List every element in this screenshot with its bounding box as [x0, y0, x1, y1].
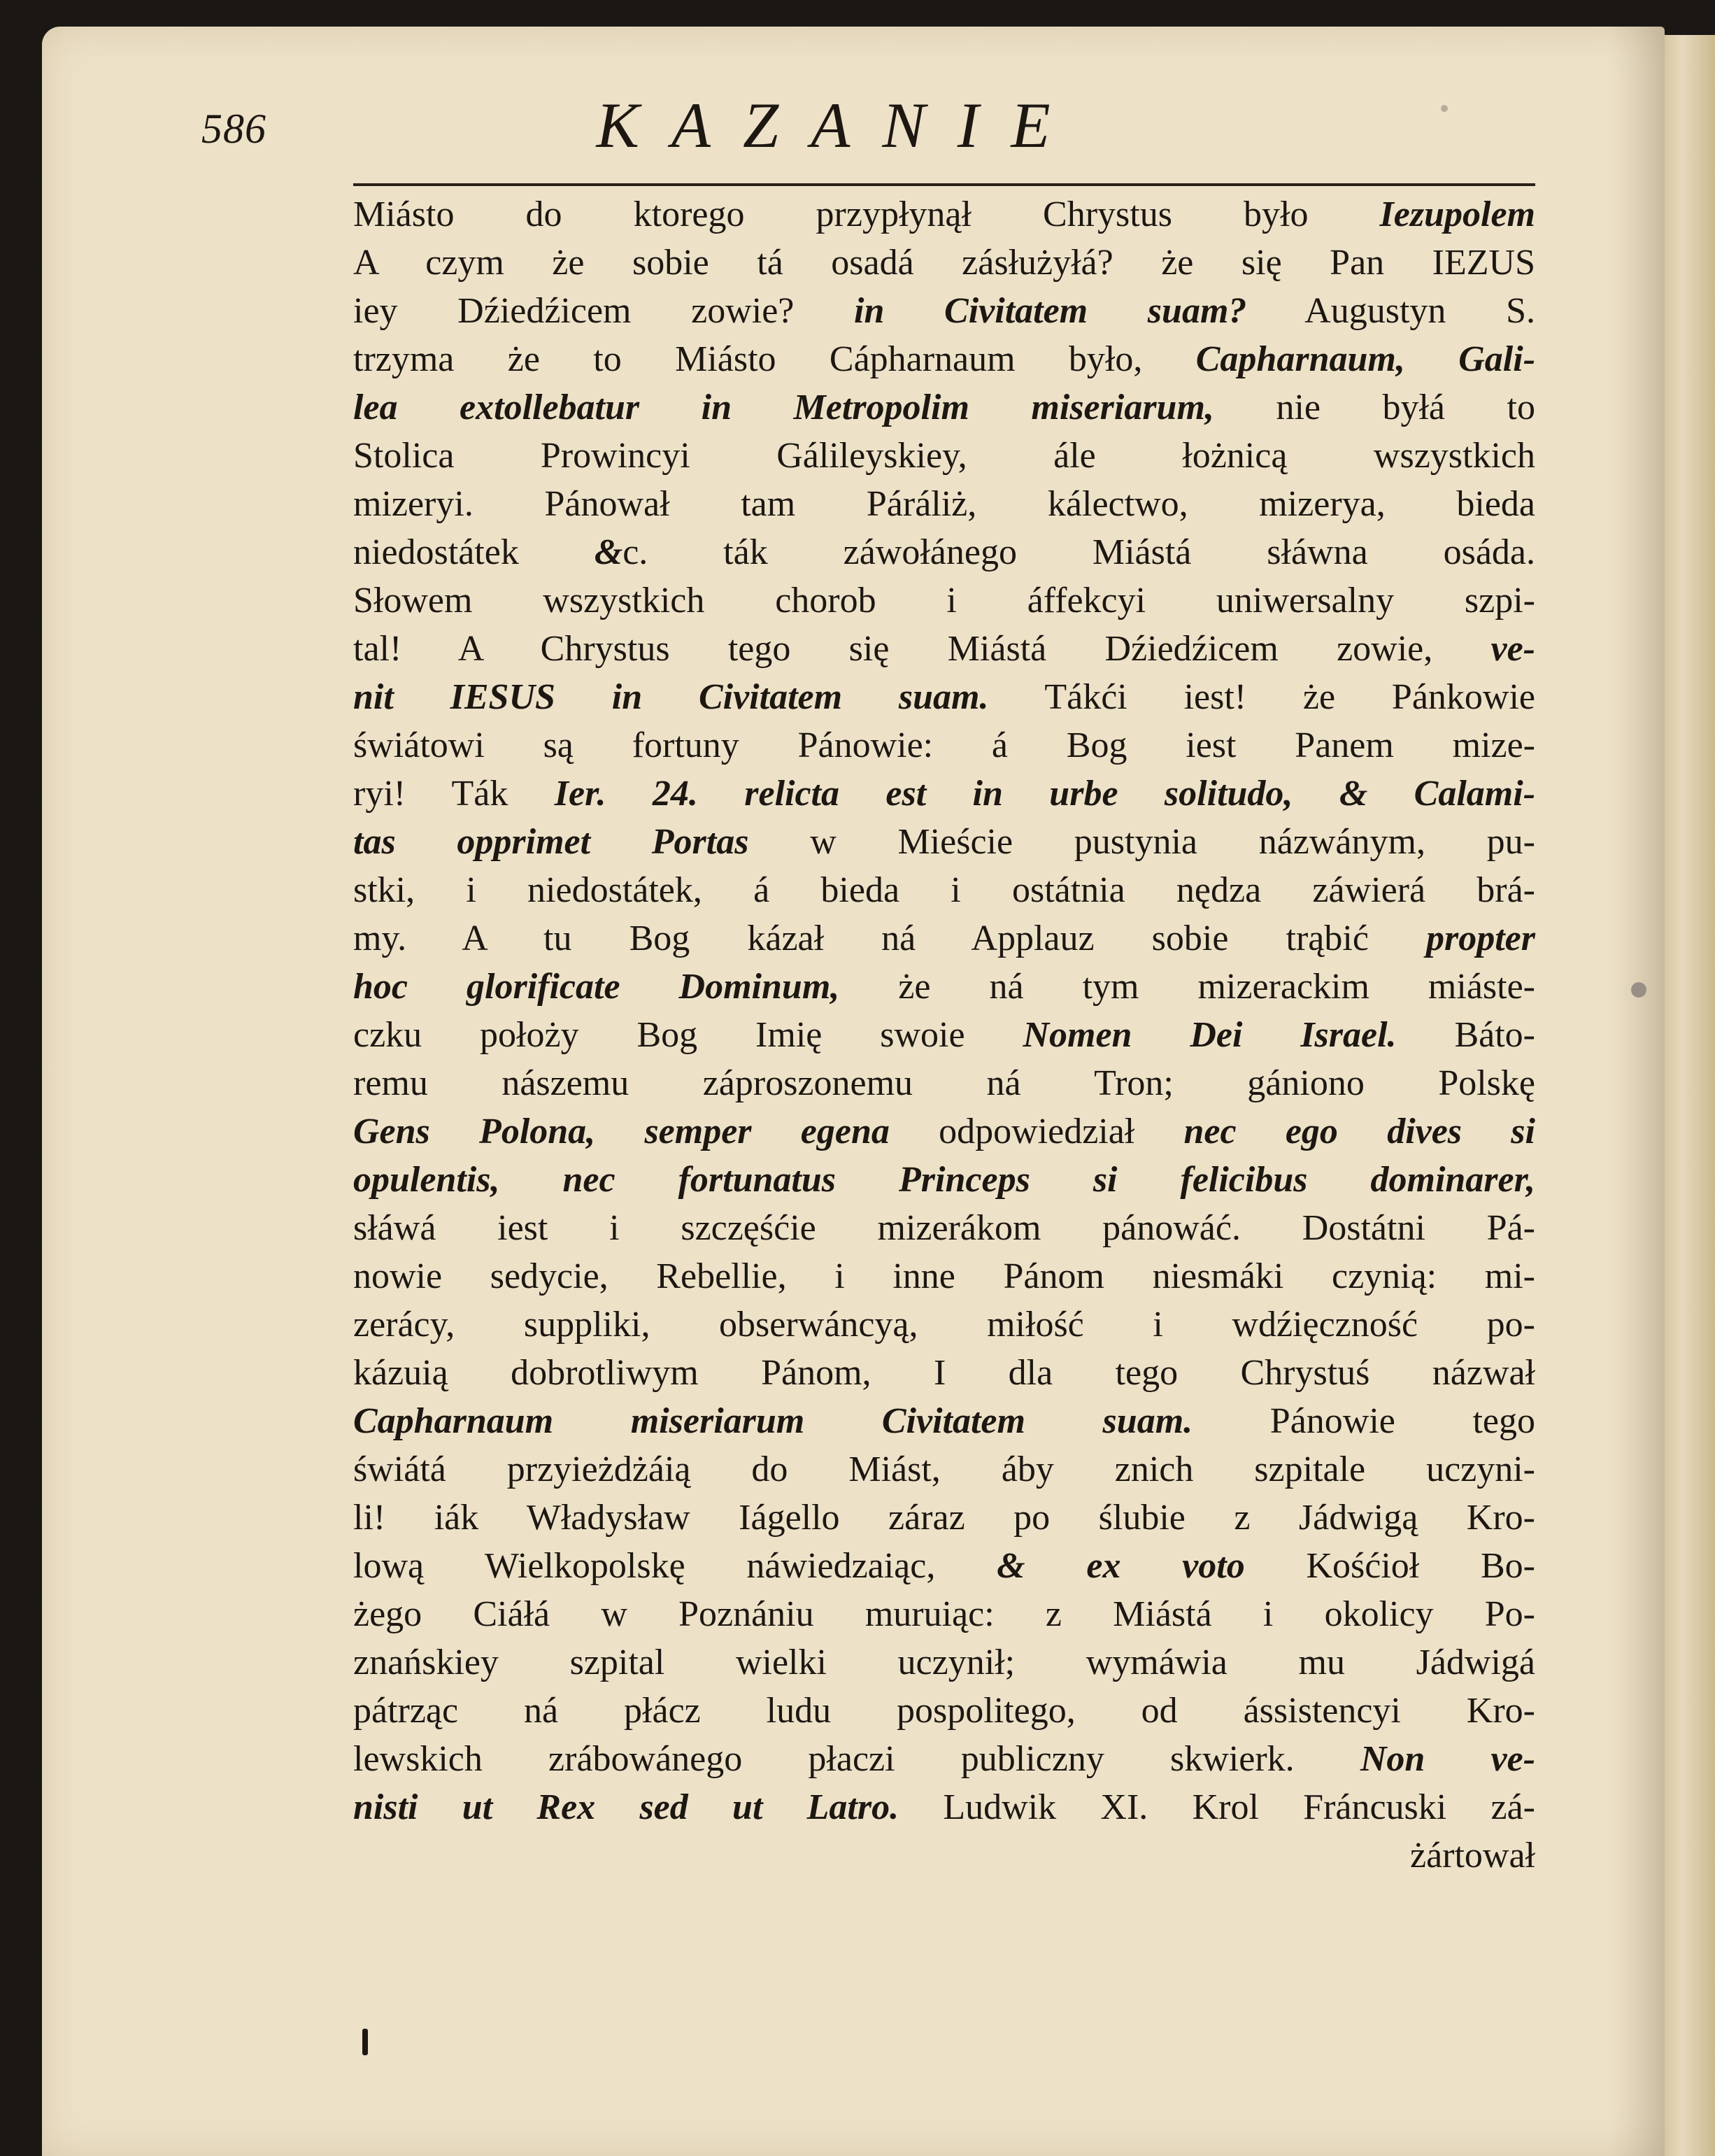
ink-speck — [1441, 105, 1448, 112]
text-line — [353, 383, 1535, 432]
text-segment: świátá przyieżdżáią do Miást, áby znich szpitale uczyni- — [353, 1449, 1535, 1489]
italic-text: nisti ut Rex sed ut Latro. — [353, 1787, 899, 1827]
text-segment: Stolica Prowincyi Gálileyskiey, ále łożnicą wszystkich — [353, 436, 1535, 476]
italic-text: tas opprimet Portas — [353, 822, 749, 862]
text-segment: pátrząc ná płácz ludu pospolitego, od ássistencyi Kro- — [353, 1691, 1535, 1731]
text-segment: lową Wielkopolskę náwiedzaiąc, — [353, 1546, 997, 1586]
text-line — [353, 432, 1535, 480]
text-line — [353, 866, 1535, 914]
text-line — [353, 1252, 1535, 1300]
italic-text: nec ego dives si — [1183, 1112, 1535, 1151]
text-segment: żártował — [1409, 1836, 1535, 1875]
text-line — [353, 1349, 1535, 1397]
italic-text: propter — [1426, 919, 1535, 958]
body-text — [353, 190, 1535, 1880]
text-segment: żego Ciáłá w Poznániu muruiąc: z Miástá i okolicy Po- — [353, 1594, 1535, 1634]
text-line — [353, 673, 1535, 721]
text-line — [353, 190, 1535, 239]
text-line — [353, 625, 1535, 673]
text-segment: Miásto do ktorego przypłynął Chrystus było — [353, 194, 1380, 234]
text-line — [353, 1590, 1535, 1638]
text-line — [353, 818, 1535, 866]
italic-text: Non ve- — [1360, 1739, 1536, 1779]
text-segment: remu nászemu záproszonemu ná Tron; gániono Polskę — [353, 1063, 1535, 1103]
header-rule — [353, 183, 1535, 186]
italic-text: Capharnaum miseriarum Civitatem suam. — [353, 1401, 1193, 1441]
text-line — [353, 239, 1535, 287]
italic-text: lea extollebatur in Metropolim miseriarum, — [353, 388, 1214, 427]
facing-page-edge — [1665, 35, 1715, 2156]
text-line — [353, 1156, 1535, 1204]
text-segment: ryi! Ták — [353, 774, 555, 814]
text-segment: li! iák Władysław Iágello záraz po ślubie z Jádwigą Kro- — [353, 1498, 1535, 1538]
text-segment: słáwá iest i szczęśćie mizerákom pánowáć. Dostátni Pá- — [353, 1208, 1535, 1248]
italic-text: hoc glorificate Dominum, — [353, 967, 840, 1007]
text-segment: Słowem wszystkich chorob i áffekcyi uniwersalny szpi- — [353, 581, 1535, 620]
text-line — [353, 528, 1535, 576]
italic-text: nit IESUS in Civitatem suam. — [353, 677, 989, 717]
text-segment: Ludwik XI. Krol Fráncuski zá- — [899, 1787, 1535, 1827]
text-line — [353, 1300, 1535, 1349]
text-line — [353, 1445, 1535, 1494]
text-segment: Augustyn S. — [1246, 291, 1535, 331]
text-segment: lewskich zrábowánego płaczi publiczny skwierk. — [353, 1739, 1360, 1779]
gutter-shadow — [1609, 27, 1665, 2156]
text-line — [353, 1397, 1535, 1445]
italic-text: Capharnaum, Gali- — [1195, 339, 1536, 379]
text-segment: c. ták záwołánego Miástá słáwna osáda. — [622, 532, 1535, 572]
text-line — [353, 721, 1535, 770]
text-segment: iey Dźiedźicem zowie? — [353, 291, 855, 331]
text-line — [353, 770, 1535, 818]
italic-text: Nomen Dei Israel. — [1023, 1015, 1397, 1055]
text-segment: niedostátek — [353, 532, 595, 572]
text-segment: świátowi są fortuny Pánowie: á Bog iest Panem mize- — [353, 725, 1535, 765]
page-number: 586 — [201, 106, 266, 152]
text-line — [353, 1783, 1535, 1831]
text-line — [353, 1542, 1535, 1590]
italic-text: ve- — [1490, 629, 1535, 669]
italic-text: in Civitatem suam? — [854, 291, 1247, 331]
running-head: KAZANIE — [596, 90, 1083, 161]
text-segment: Kośćioł Bo- — [1244, 1546, 1535, 1586]
text-line — [353, 1687, 1535, 1735]
text-line — [353, 335, 1535, 383]
text-segment: Pánowie tego — [1193, 1401, 1535, 1441]
text-segment: A czym że sobie tá osadá zásłużyłá? że się Pan IEZUS — [353, 243, 1535, 283]
text-line — [353, 1638, 1535, 1687]
ink-speck — [362, 2029, 368, 2055]
text-segment: mizeryi. Pánował tam Páráliż, kálectwo, mizerya, bieda — [353, 484, 1535, 524]
italic-text: Iezupolem — [1379, 194, 1535, 234]
text-segment: nowie sedycie, Rebellie, i inne Pánom niesmáki czynią: mi- — [353, 1256, 1535, 1296]
text-segment: odpowiedział — [889, 1112, 1184, 1151]
text-segment: tal! A Chrystus tego się Miástá Dźiedźicem zowie, — [353, 629, 1491, 669]
text-segment: czku położy Bog Imię swoie — [353, 1015, 1023, 1055]
italic-text: & ex voto — [997, 1546, 1245, 1586]
text-line — [353, 1831, 1535, 1880]
italic-text: & — [594, 532, 623, 572]
text-segment: Tákći iest! że Pánkowie — [988, 677, 1535, 717]
text-segment: w Mieście pustynia názwánym, pu- — [748, 822, 1535, 862]
italic-text: opulentis, nec fortunatus Princeps si felicibus dominarer, — [353, 1160, 1535, 1200]
text-segment: my. A tu Bog kázał ná Applauz sobie trąbić — [353, 919, 1426, 958]
text-segment: Báto- — [1396, 1015, 1535, 1055]
ink-speck — [1631, 982, 1646, 998]
text-line — [353, 1735, 1535, 1783]
text-line — [353, 576, 1535, 625]
text-line — [353, 1204, 1535, 1252]
text-segment: trzyma że to Miásto Cápharnaum było, — [353, 339, 1196, 379]
italic-text: Gens Polona, semper egena — [353, 1112, 890, 1151]
text-line — [353, 963, 1535, 1011]
text-segment: kázuią dobrotliwym Pánom, I dla tego Chrystuś názwał — [353, 1353, 1535, 1393]
text-line — [353, 1011, 1535, 1059]
text-line — [353, 287, 1535, 335]
text-line — [353, 1494, 1535, 1542]
text-segment: że ná tym mizerackim miáste- — [839, 967, 1535, 1007]
text-line — [353, 1059, 1535, 1107]
text-line — [353, 1107, 1535, 1156]
text-segment: nie byłá to — [1214, 388, 1535, 427]
text-line — [353, 914, 1535, 963]
text-segment: znańskiey szpital wielki uczynił; wymáwia mu Jádwigá — [353, 1643, 1535, 1682]
text-segment: stki, i niedostátek, á bieda i ostátnia nędza záwierá brá- — [353, 870, 1535, 910]
italic-text: Ier. 24. relicta est in urbe solitudo, & Calami- — [554, 774, 1536, 814]
text-segment: zerácy, suppliki, obserwáncyą, miłość i wdźięczność po- — [353, 1305, 1535, 1345]
text-line — [353, 480, 1535, 528]
